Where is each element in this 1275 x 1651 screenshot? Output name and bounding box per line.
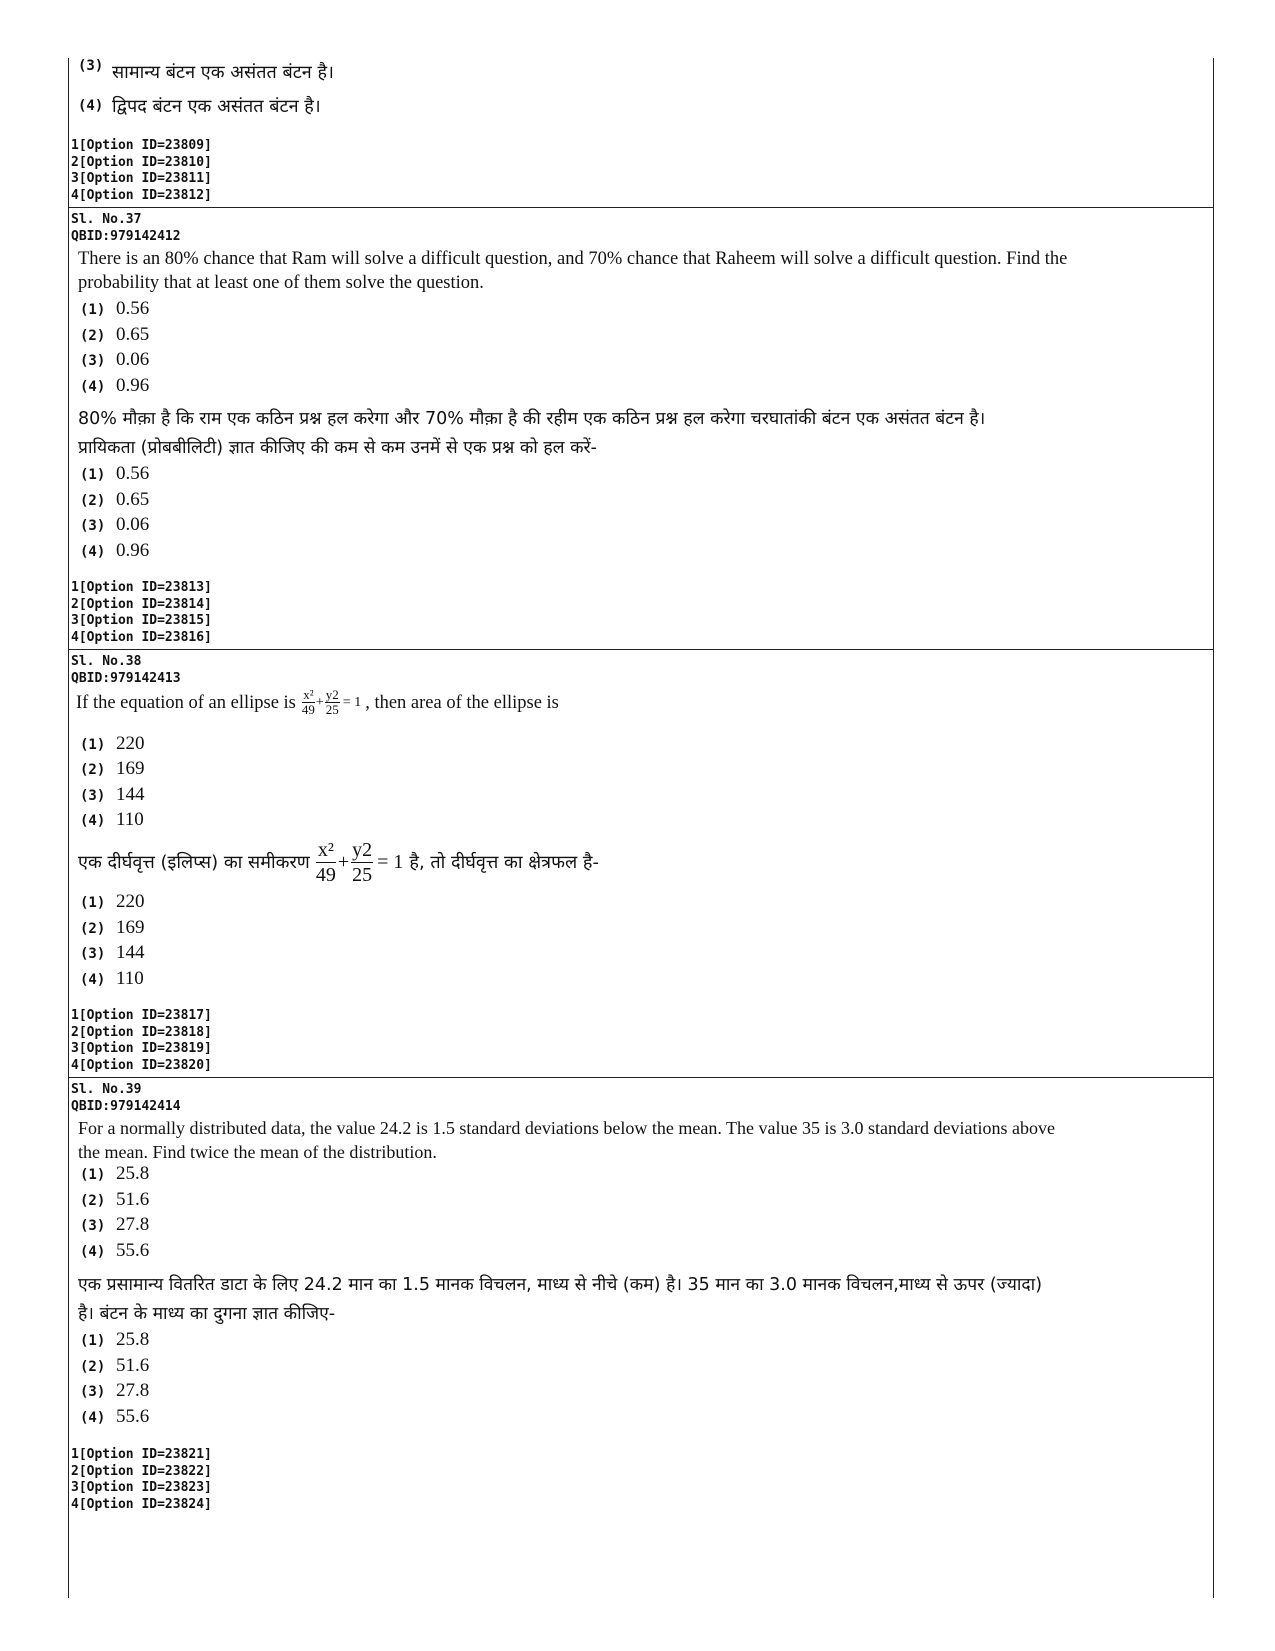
question-line: the mean. Find twice the mean of the distribution. [78, 1142, 437, 1162]
serial-number: Sl. No.38 [71, 654, 142, 669]
question-line: है। बंटन के माध्य का दुगना ज्ञात कीजिए- [78, 1304, 336, 1324]
option-number: (3) [80, 1384, 106, 1400]
question-line: For a normally distributed data, the value 24.2 is 1.5 standard deviations below the mean. The value 35 is 3.0 standard deviations above [78, 1118, 1055, 1138]
option-number: (4) [78, 98, 104, 114]
question-header [71, 654, 181, 687]
question-header [71, 1082, 181, 1115]
option-id: 4[Option ID=23820] [71, 1057, 212, 1073]
option-value: 110 [116, 968, 144, 989]
option-value: 169 [116, 917, 145, 938]
option-text: सामान्य बंटन एक असंतत बंटन है। [112, 62, 334, 83]
option-value: 220 [116, 733, 145, 754]
question-line: एक प्रसामान्य वितरित डाटा के लिए 24.2 मान का 1.5 मानक विचलन, माध्य से नीचे (कम) है। 35 मान का 3.0 मानक विचलन,माध्य से ऊपर (ज्यादा) [78, 1275, 1043, 1295]
option-number: (2) [80, 328, 106, 344]
option-number: (4) [80, 379, 106, 395]
option-value: 144 [116, 942, 145, 963]
plus-sign: + [315, 694, 324, 710]
option-value: 110 [116, 809, 144, 830]
option-id: 2[Option ID=23810] [71, 154, 212, 170]
question-text: If the equation of an ellipse is [76, 692, 296, 713]
option-number: (4) [80, 544, 106, 560]
question-text: , then area of the ellipse is [365, 692, 559, 713]
question-text-english [76, 688, 559, 717]
question-line: प्रायिकता (प्रोबबीलिटी) ज्ञात कीजिए की कम से कम उनमें से एक प्रश्न को हल करें- [78, 438, 598, 458]
option-number: (3) [80, 518, 106, 534]
question-text-hindi [78, 405, 985, 463]
option-id: 2[Option ID=23814] [71, 596, 212, 612]
option-number: (1) [80, 1167, 106, 1183]
option-value: 0.06 [116, 349, 150, 370]
option-number: (1) [80, 302, 106, 318]
option-number: (1) [80, 467, 106, 483]
option-value: 220 [116, 891, 145, 912]
option-number: (3) [78, 58, 104, 74]
option-value: 169 [116, 758, 145, 779]
option-id-list [71, 1008, 212, 1074]
option-value: 25.8 [116, 1329, 150, 1350]
equals-one: = 1 [342, 694, 362, 710]
option-number: (3) [80, 1218, 106, 1234]
option-value: 0.56 [116, 298, 150, 319]
option-id: 3[Option ID=23819] [71, 1041, 212, 1056]
option-id-list [71, 1447, 212, 1513]
option-number: (4) [80, 813, 106, 829]
fraction-x [302, 688, 315, 717]
qbid: QBID:979142412 [71, 228, 181, 244]
question-text: एक दीर्घवृत्त (इलिप्स) का समीकरण [78, 852, 310, 873]
question-divider [68, 649, 1213, 650]
option-id-list [71, 580, 212, 646]
serial-number: Sl. No.39 [71, 1082, 142, 1097]
option-value: 27.8 [116, 1214, 150, 1235]
question-line: 80% मौक़ा है कि राम एक कठिन प्रश्न हल करेगा और 70% मौक़ा है की रहीम एक कठिन प्रश्न हल करेगा चरघातांकी बंटन एक असंतत बंटन है। [78, 409, 986, 429]
option-id-list [71, 138, 212, 204]
option-value: 0.96 [116, 540, 150, 561]
fraction-denominator: 25 [352, 864, 373, 886]
option-id: 1[Option ID=23821] [71, 1447, 212, 1462]
option-value: 0.96 [116, 375, 150, 396]
qbid: QBID:979142413 [71, 670, 181, 686]
fraction-numerator: x² [317, 839, 334, 861]
option-number: (4) [80, 972, 106, 988]
option-number: (1) [80, 1333, 106, 1349]
option-value: 25.8 [116, 1163, 150, 1184]
question-line: There is an 80% chance that Ram will solve a difficult question, and 70% chance that Raheem will solve a difficult question. Find the [78, 249, 1068, 269]
fraction-x [316, 838, 336, 887]
option-number: (1) [80, 895, 106, 911]
question-text-english [78, 247, 1067, 295]
option-id: 1[Option ID=23809] [71, 138, 212, 153]
option-value: 55.6 [116, 1406, 150, 1427]
option-value: 0.65 [116, 489, 150, 510]
question-text-hindi [78, 1271, 1042, 1329]
fraction-numerator: y2 [325, 687, 339, 702]
option-value: 0.56 [116, 463, 150, 484]
option-number: (3) [80, 353, 106, 369]
option-id: 1[Option ID=23817] [71, 1008, 212, 1023]
fraction-y [351, 838, 373, 887]
fraction-denominator: 25 [325, 702, 339, 717]
fraction-numerator: x² [303, 687, 314, 702]
option-value: 27.8 [116, 1380, 150, 1401]
plus-sign: + [337, 851, 350, 873]
option-value: 55.6 [116, 1240, 150, 1261]
option-id: 4[Option ID=23824] [71, 1496, 212, 1512]
option-number: (2) [80, 1193, 106, 1209]
question-header [71, 212, 181, 245]
option-number: (2) [80, 762, 106, 778]
question-divider [68, 1077, 1213, 1078]
option-value: 0.06 [116, 514, 150, 535]
option-id: 1[Option ID=23813] [71, 580, 212, 595]
option-id: 3[Option ID=23811] [71, 171, 212, 186]
option-value: 51.6 [116, 1189, 150, 1210]
question-line: probability that at least one of them solve the question. [78, 273, 484, 293]
option-number: (3) [80, 946, 106, 962]
equals-one: = 1 [377, 851, 404, 873]
option-number: (4) [80, 1244, 106, 1260]
option-value: 0.65 [116, 324, 150, 345]
option-number: (4) [80, 1410, 106, 1426]
fraction-denominator: 49 [301, 702, 315, 717]
option-id: 3[Option ID=23815] [71, 613, 212, 628]
option-value: 51.6 [116, 1355, 150, 1376]
fraction-numerator: y2 [352, 839, 373, 861]
question-text-hindi [78, 838, 599, 887]
option-id: 4[Option ID=23816] [71, 629, 212, 645]
option-number: (2) [80, 921, 106, 937]
option-id: 3[Option ID=23823] [71, 1480, 212, 1495]
serial-number: Sl. No.37 [71, 212, 142, 227]
fraction-y [325, 688, 340, 717]
question-text-english [78, 1116, 1055, 1164]
option-number: (1) [80, 737, 106, 753]
option-id: 4[Option ID=23812] [71, 187, 212, 203]
option-number: (2) [80, 1359, 106, 1375]
option-value: 144 [116, 784, 145, 805]
option-text: द्विपद बंटन एक असंतत बंटन है। [112, 96, 321, 117]
question-text: है, तो दीर्घवृत्त का क्षेत्रफल है- [409, 852, 599, 873]
question-divider [68, 207, 1213, 208]
option-id: 2[Option ID=23822] [71, 1463, 212, 1479]
qbid: QBID:979142414 [71, 1098, 181, 1114]
option-id: 2[Option ID=23818] [71, 1024, 212, 1040]
option-number: (2) [80, 493, 106, 509]
option-number: (3) [80, 788, 106, 804]
fraction-denominator: 49 [315, 864, 336, 886]
